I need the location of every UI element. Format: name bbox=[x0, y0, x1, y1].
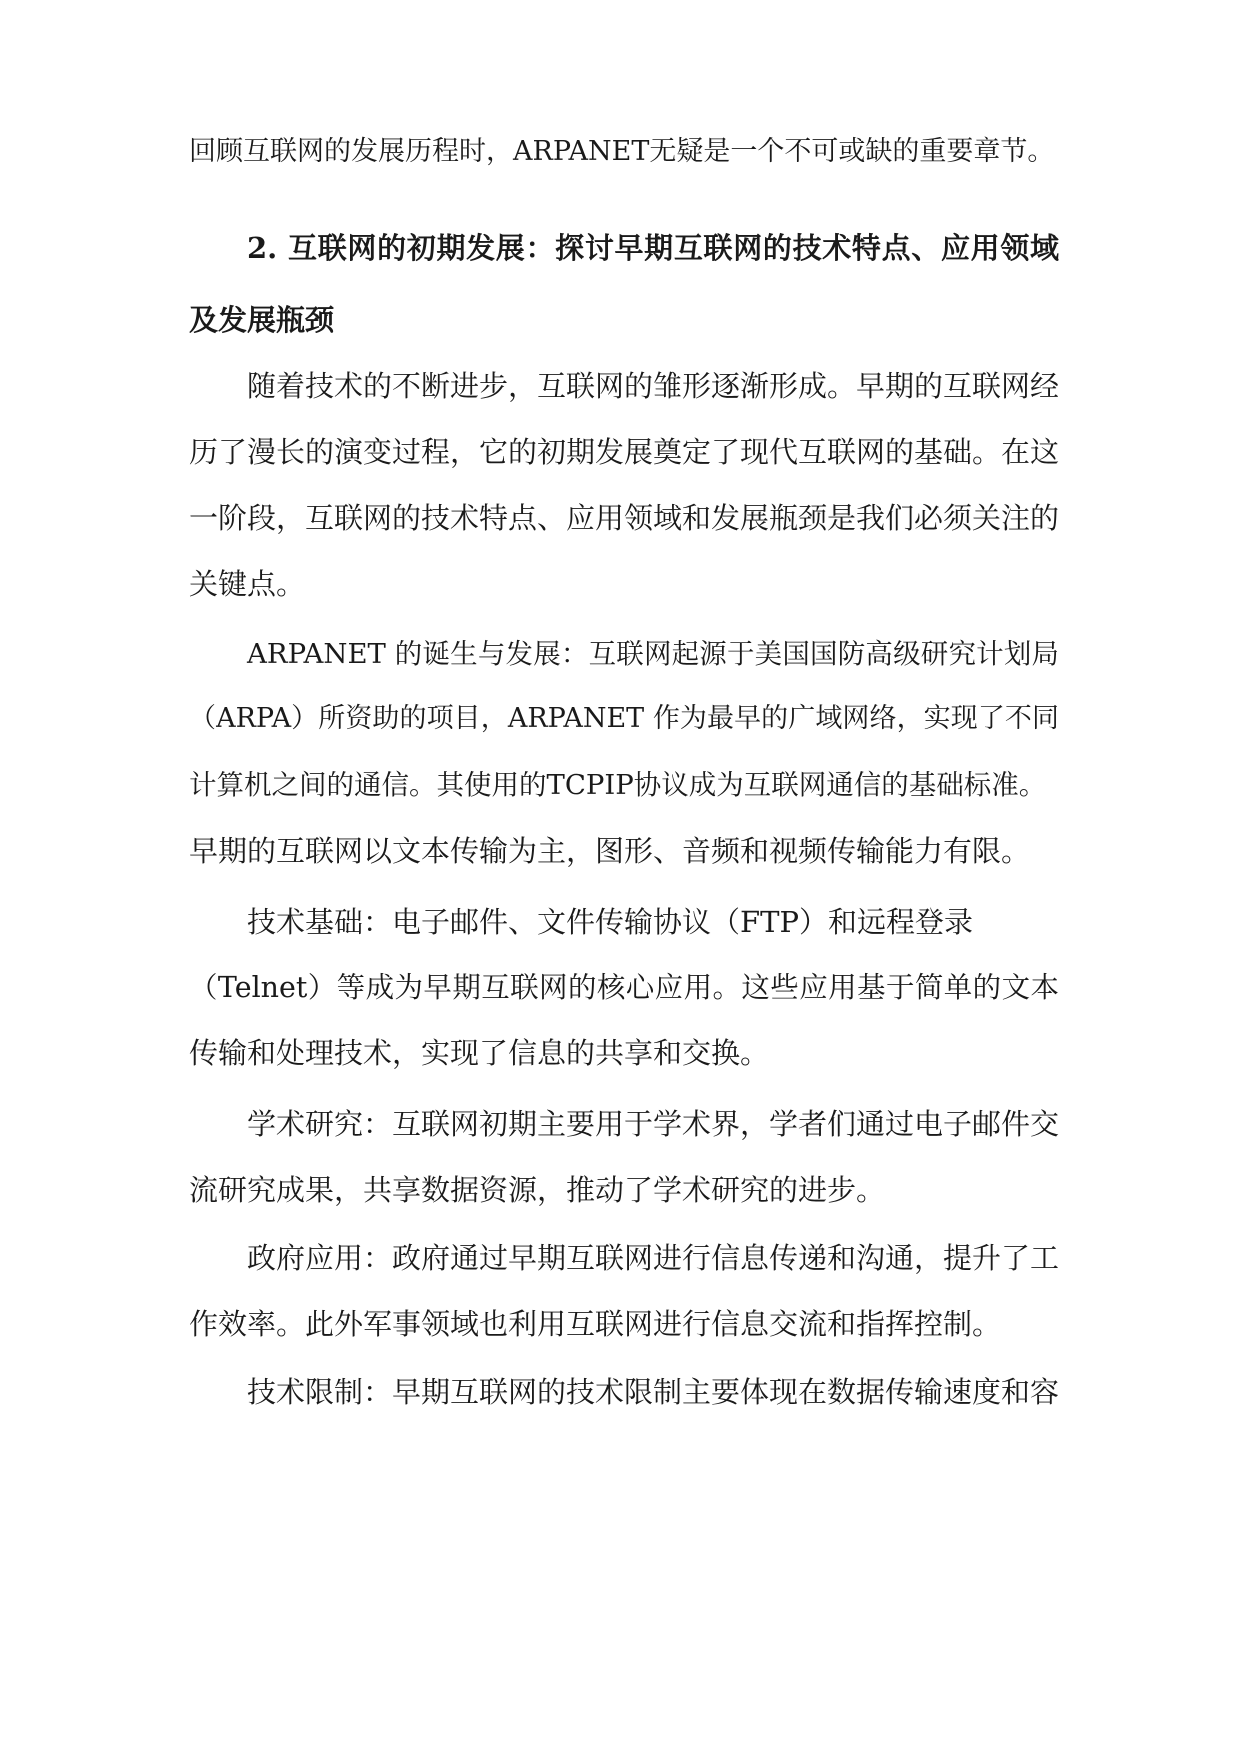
body-text-line: 技术基础：电子邮件、文件传输协议（FTP）和远程登录 bbox=[247, 905, 973, 939]
body-text-line: 随着技术的不断进步，互联网的雏形逐渐形成。早期的互联网经 bbox=[247, 369, 1060, 403]
body-text-line: 学术研究：互联网初期主要用于学术界，学者们通过电子邮件交 bbox=[247, 1107, 1060, 1141]
body-text-line: 一阶段，互联网的技术特点、应用领域和发展瓶颈是我们必须关注的 bbox=[189, 501, 1060, 535]
body-text-line: ARPANET 的诞生与发展：互联网起源于美国国防高级研究计划局 bbox=[247, 638, 1059, 670]
body-text-line: 政府应用：政府通过早期互联网进行信息传递和沟通，提升了工 bbox=[247, 1241, 1060, 1275]
section-heading-line: 2. 互联网的初期发展：探讨早期互联网的技术特点、应用领域 bbox=[247, 231, 1059, 265]
body-text-line: 技术限制：早期互联网的技术限制主要体现在数据传输速度和容 bbox=[247, 1375, 1060, 1409]
body-text-line: 回顾互联网的发展历程时，ARPANET无疑是一个不可或缺的重要章节。 bbox=[189, 136, 1055, 167]
section-heading-line: 及发展瓶颈 bbox=[189, 303, 335, 337]
body-text-line: 传输和处理技术，实现了信息的共享和交换。 bbox=[189, 1036, 770, 1070]
body-text-line: 计算机之间的通信。其使用的TCPIP协议成为互联网通信的基础标准。 bbox=[189, 769, 1047, 801]
body-text-line: 作效率。此外军事领域也利用互联网进行信息交流和指挥控制。 bbox=[189, 1307, 1002, 1341]
body-text-line: 关键点。 bbox=[189, 567, 306, 601]
body-text-line: 流研究成果，共享数据资源，推动了学术研究的进步。 bbox=[189, 1173, 886, 1207]
body-text-line: （ARPA）所资助的项目，ARPANET 作为最早的广域网络，实现了不同 bbox=[189, 703, 1059, 734]
body-text-line: （Telnet）等成为早期互联网的核心应用。这些应用基于简单的文本 bbox=[189, 971, 1059, 1004]
body-text-line: 早期的互联网以文本传输为主，图形、音频和视频传输能力有限。 bbox=[189, 834, 1031, 868]
body-text-line: 历了漫长的演变过程，它的初期发展奠定了现代互联网的基础。在这 bbox=[189, 435, 1060, 469]
